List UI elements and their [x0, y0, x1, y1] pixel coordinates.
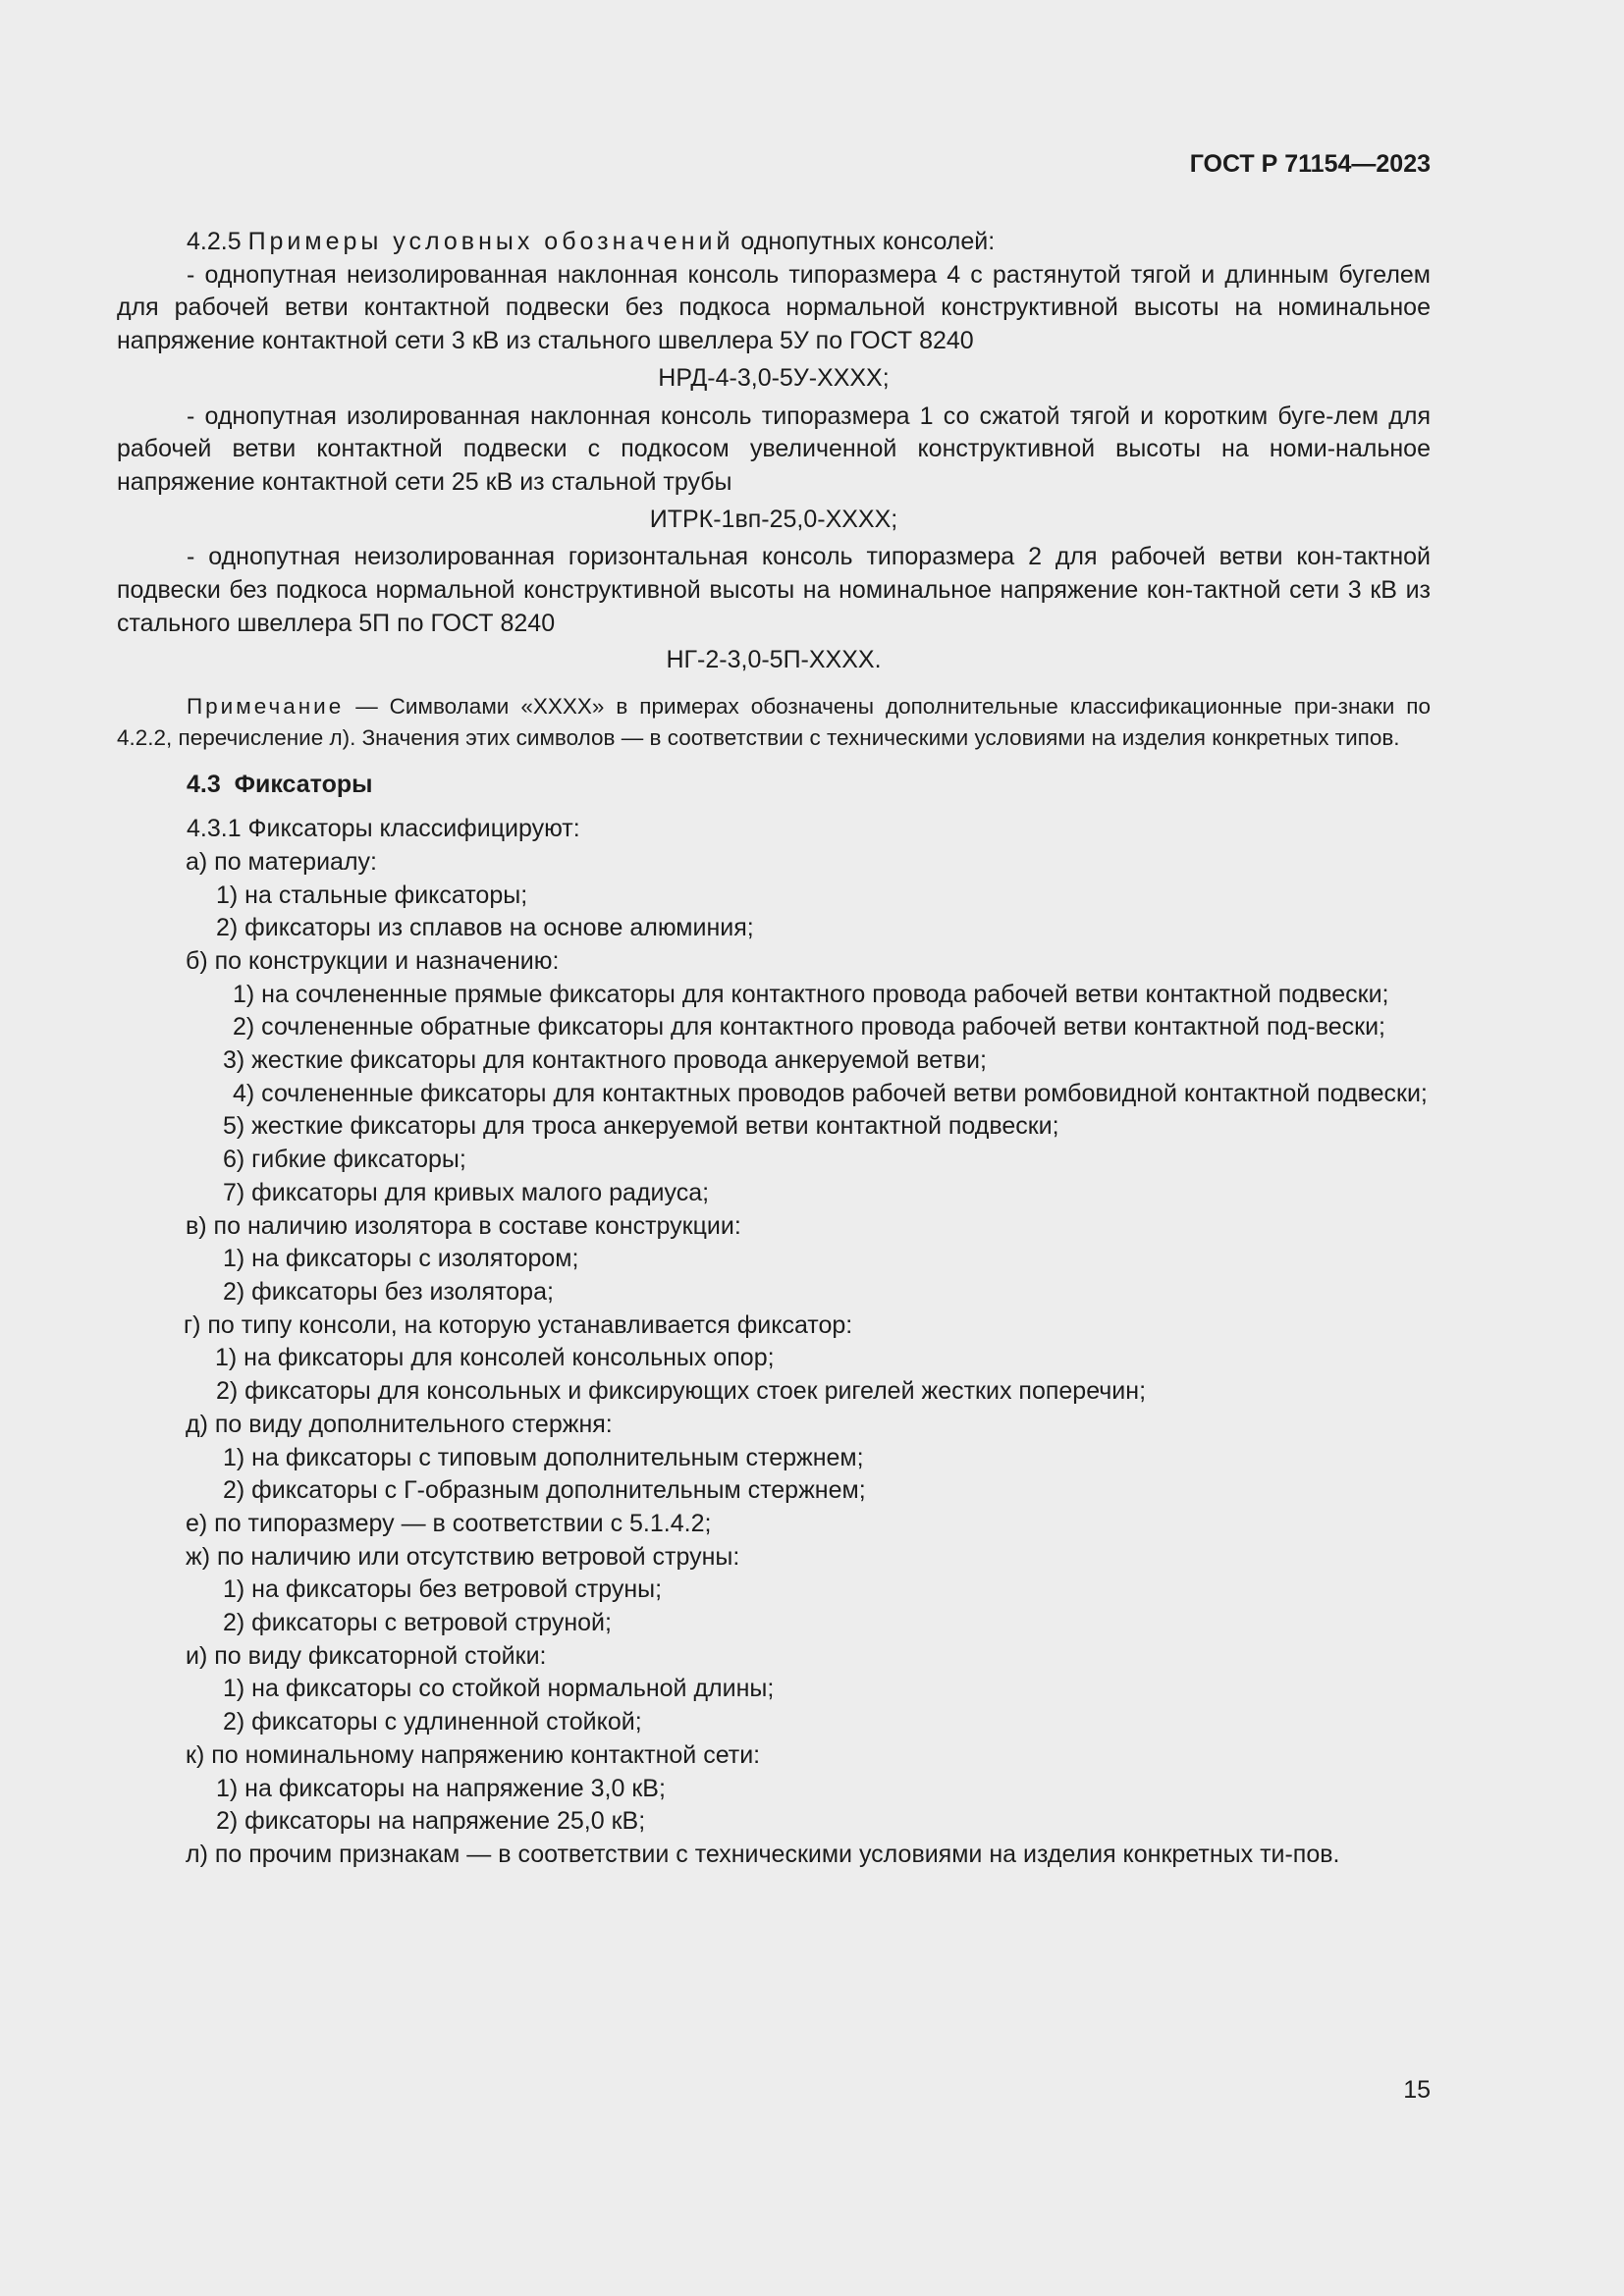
list-item: б) по конструкции и назначению:: [186, 946, 560, 975]
list-item: 2) фиксаторы из сплавов на основе алюминия;: [216, 914, 754, 942]
list-item: 2) фиксаторы с ветровой струной;: [223, 1609, 612, 1637]
list-item: 2) фиксаторы для консольных и фиксирующих стоек ригелей жестких поперечин;: [216, 1377, 1147, 1406]
page-number: 15: [1403, 2076, 1431, 2104]
intro-rest: однопутных консолей:: [733, 228, 996, 255]
list-item: 1) на фиксаторы со стойкой нормальной длины;: [223, 1675, 775, 1703]
spaced-heading: Примеры условных обозначений: [247, 228, 734, 255]
example-text: - однопутная неизолированная наклонная консоль типоразмера 4 с растянутой тягой и длинным бугелем для рабочей ветви контактной подвески без подкоса нормальной конструктивной высоты на номинальное напряжение контактной сети 3 кВ из стального швеллера 5У по ГОСТ 8240: [117, 260, 1431, 355]
example-text: - однопутная неизолированная горизонтальная консоль типоразмера 2 для рабочей ветви кон-тактной подвески без подкоса нормальной конструктивной высоты на номинальное напряжение кон-тактной сети 3 кВ из стального швеллера 5П по ГОСТ 8240: [117, 543, 1431, 637]
list-item: ж) по наличию или отсутствию ветровой струны:: [186, 1542, 740, 1571]
list-item: 6) гибкие фиксаторы;: [223, 1146, 466, 1174]
list-item: е) по типоразмеру — в соответствии с 5.1.4.2;: [186, 1509, 712, 1537]
list-item: л) по прочим признакам — в соответствии с техническими условиями на изделия конкретных ти-пов.: [186, 1840, 1340, 1868]
clause-number: 4.2.5: [187, 228, 242, 255]
list-item: 3) жесткие фиксаторы для контактного провода анкеруемой ветви;: [223, 1046, 987, 1075]
list-item: 5) жесткие фиксаторы для троса анкеруемой ветви контактной подвески;: [223, 1112, 1059, 1141]
example-code: НГ-2-3,0-5П-ХХХХ.: [666, 646, 882, 674]
list-item: к) по номинальному напряжению контактной сети:: [186, 1740, 761, 1769]
list-item: 2) фиксаторы на напряжение 25,0 кВ;: [216, 1807, 646, 1836]
section-number: 4.3: [187, 771, 221, 799]
list-item: 2) фиксаторы с удлиненной стойкой;: [223, 1708, 642, 1736]
classify-intro: 4.3.1 Фиксаторы классифицируют:: [187, 815, 580, 843]
list-item: 1) на сочлененные прямые фиксаторы для контактного провода рабочей ветви контактной подвески;: [233, 980, 1389, 1008]
list-item: г) по типу консоли, на которую устанавливается фиксатор:: [184, 1310, 853, 1339]
list-item: д) по виду дополнительного стержня:: [186, 1410, 613, 1438]
list-item: 2) фиксаторы с Г-образным дополнительным стержнем;: [223, 1476, 866, 1505]
example-code: ИТРК-1вп-25,0-ХХХХ;: [649, 505, 898, 533]
list-item: в) по наличию изолятора в составе конструкции:: [186, 1211, 741, 1240]
section-title: Фиксаторы: [234, 771, 373, 799]
list-item: 1) на фиксаторы на напряжение 3,0 кВ;: [216, 1774, 666, 1802]
section-heading: [117, 768, 1431, 801]
page-content: [117, 226, 1431, 1872]
list-item: 2) сочлененные обратные фиксаторы для контактного провода рабочей ветви контактной под-вески;: [233, 1013, 1385, 1041]
document-id: ГОСТ Р 71154—2023: [1189, 150, 1431, 178]
note-label: Примечание: [187, 694, 345, 720]
list-item: 1) на фиксаторы без ветровой струны;: [223, 1575, 663, 1604]
list-item: а) по материалу:: [186, 847, 377, 876]
list-item: 2) фиксаторы без изолятора;: [223, 1277, 554, 1306]
list-item: 1) на фиксаторы с типовым дополнительным стержнем;: [223, 1443, 864, 1471]
list-item: и) по виду фиксаторной стойки:: [186, 1641, 547, 1670]
examples-intro: [117, 226, 1431, 259]
list-item: 1) на фиксаторы с изолятором;: [223, 1245, 579, 1273]
list-item: 1) на стальные фиксаторы;: [216, 881, 528, 909]
list-item: 4) сочлененные фиксаторы для контактных проводов рабочей ветви ромбовидной контактной подвески;: [233, 1079, 1428, 1107]
example-code: НРД-4-3,0-5У-ХХХХ;: [658, 363, 890, 392]
list-item: 7) фиксаторы для кривых малого радиуса;: [223, 1178, 710, 1206]
note: [117, 691, 1431, 754]
list-item: 1) на фиксаторы для консолей консольных опор;: [215, 1344, 775, 1372]
note-text: — Символами «ХХХХ» в примерах обозначены дополнительные классификационные при-знаки по 4.2.2, перечисление л). Значения этих символов — в соответствии с техническими условиями на изделия конкретных типов.: [117, 694, 1431, 751]
example-text: - однопутная изолированная наклонная консоль типоразмера 1 со сжатой тягой и коротким буге-лем для рабочей ветви контактной подвески с подкосом увеличенной конструктивной высоты на номи-нальное напряжение контактной сети 25 кВ из стальной трубы: [117, 401, 1431, 496]
